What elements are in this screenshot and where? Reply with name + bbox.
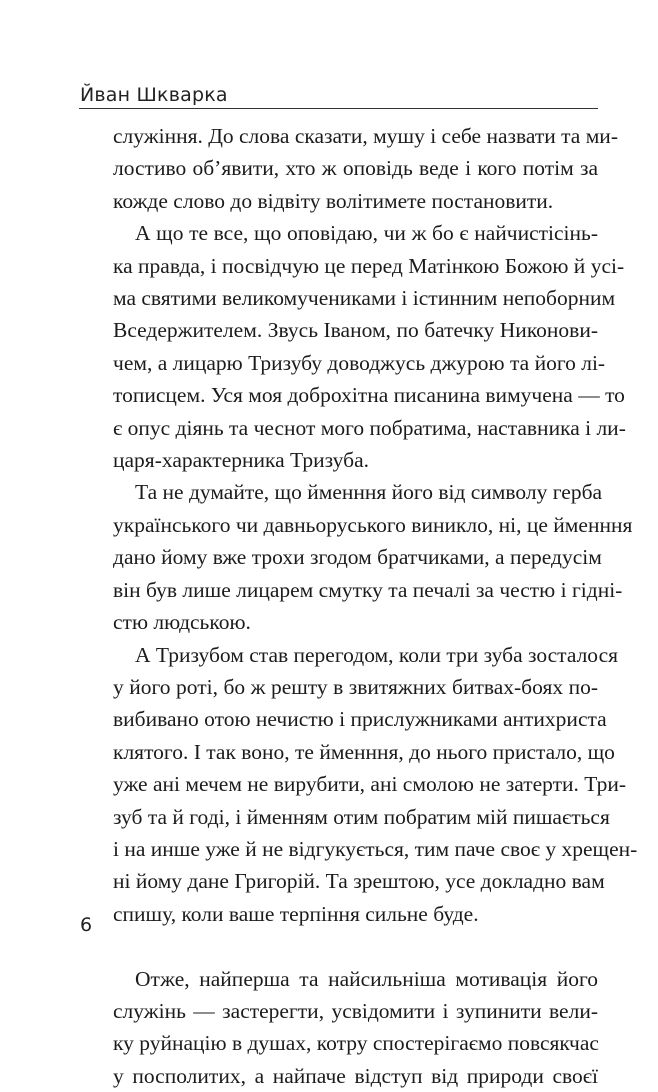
text-line: у його роті, бо ж решту в звитяжних битвах-боях по- bbox=[113, 674, 598, 699]
section-gap bbox=[113, 930, 598, 962]
text-line: і на инше уже й не відгукується, тим паче своє у хрещен- bbox=[113, 836, 638, 861]
text-line: служінь — застерегти, усвідомити і зупинити вели- bbox=[113, 998, 598, 1023]
running-header-author: Йван Шкварка bbox=[80, 84, 228, 106]
text-line: царя-характерника Тризуба. bbox=[113, 448, 369, 473]
text-line: зуб та й годі, і йменням отим побратим мій пишається bbox=[113, 804, 610, 829]
page-number: 6 bbox=[80, 914, 93, 936]
text-line: уже ані мечем не вирубити, ані смолою не затерти. Три- bbox=[113, 772, 627, 797]
text-line: лостиво об’явити, хто ж оповідь веде і кого потім за bbox=[113, 156, 598, 181]
paragraph bbox=[113, 476, 633, 638]
text-line: тописцем. Уся моя доброхітна писанина вимучена — то bbox=[113, 383, 625, 408]
text-line: ма святими великомучениками і істинним непоборним bbox=[113, 286, 616, 311]
text-line: Отже, найперша та найсильніша мотивація його bbox=[135, 966, 598, 991]
paragraph bbox=[113, 639, 638, 931]
text-line: ка правда, і посвідчую це перед Матінкою Божою й усі- bbox=[113, 253, 625, 278]
text-line: він був лише лицарем смутку та печалі за честю і гідні- bbox=[113, 577, 623, 602]
header-rule bbox=[79, 108, 598, 109]
paragraph bbox=[113, 963, 598, 1092]
text-line: клятого. І так воно, те йменння, до нього пристало, що bbox=[113, 739, 615, 764]
text-line: є опус діянь та чеснот мого побратима, наставника і ли- bbox=[113, 415, 626, 440]
text-line: Вседержителем. Звусь Іваном, по батечку Никонови- bbox=[113, 318, 598, 343]
text-line: чем, а лицарю Тризубу доводжусь джурою та його лі- bbox=[113, 350, 606, 375]
text-line: кожде слово до відвіту волітимете постановити. bbox=[113, 188, 554, 213]
text-line: Та не думайте, що йменння його від символу герба bbox=[135, 480, 603, 505]
text-line: А Тризубом став перегодом, коли три зуба зосталося bbox=[135, 642, 619, 667]
paragraph bbox=[113, 217, 626, 476]
text-line: вибивано отою нечистю і прислужниками антихриста bbox=[113, 707, 607, 732]
text-line: ку руйнацію в душах, котру спостерігаємо повсякчас bbox=[113, 1031, 599, 1056]
text-line: у посполитих, а найпаче відступ від природи своєї bbox=[113, 1063, 598, 1088]
text-line: ні йому дане Григорій. Та зрештою, усе докладно вам bbox=[113, 869, 605, 894]
paragraph bbox=[113, 120, 618, 217]
text-line: служіння. До слова сказати, мушу і себе назвати та ми- bbox=[113, 124, 618, 148]
text-line: А що те все, що оповідаю, чи ж бо є найчистісінь- bbox=[135, 221, 598, 246]
text-line: дано йому вже трохи згодом братчиками, а передусім bbox=[113, 545, 602, 570]
page-body bbox=[113, 120, 638, 1092]
text-line: спишу, коли ваше терпіння сильне буде. bbox=[113, 901, 479, 926]
text-line: українського чи давньоруського виникло, ні, це йменння bbox=[113, 512, 633, 537]
text-line: стю людською. bbox=[113, 610, 251, 635]
